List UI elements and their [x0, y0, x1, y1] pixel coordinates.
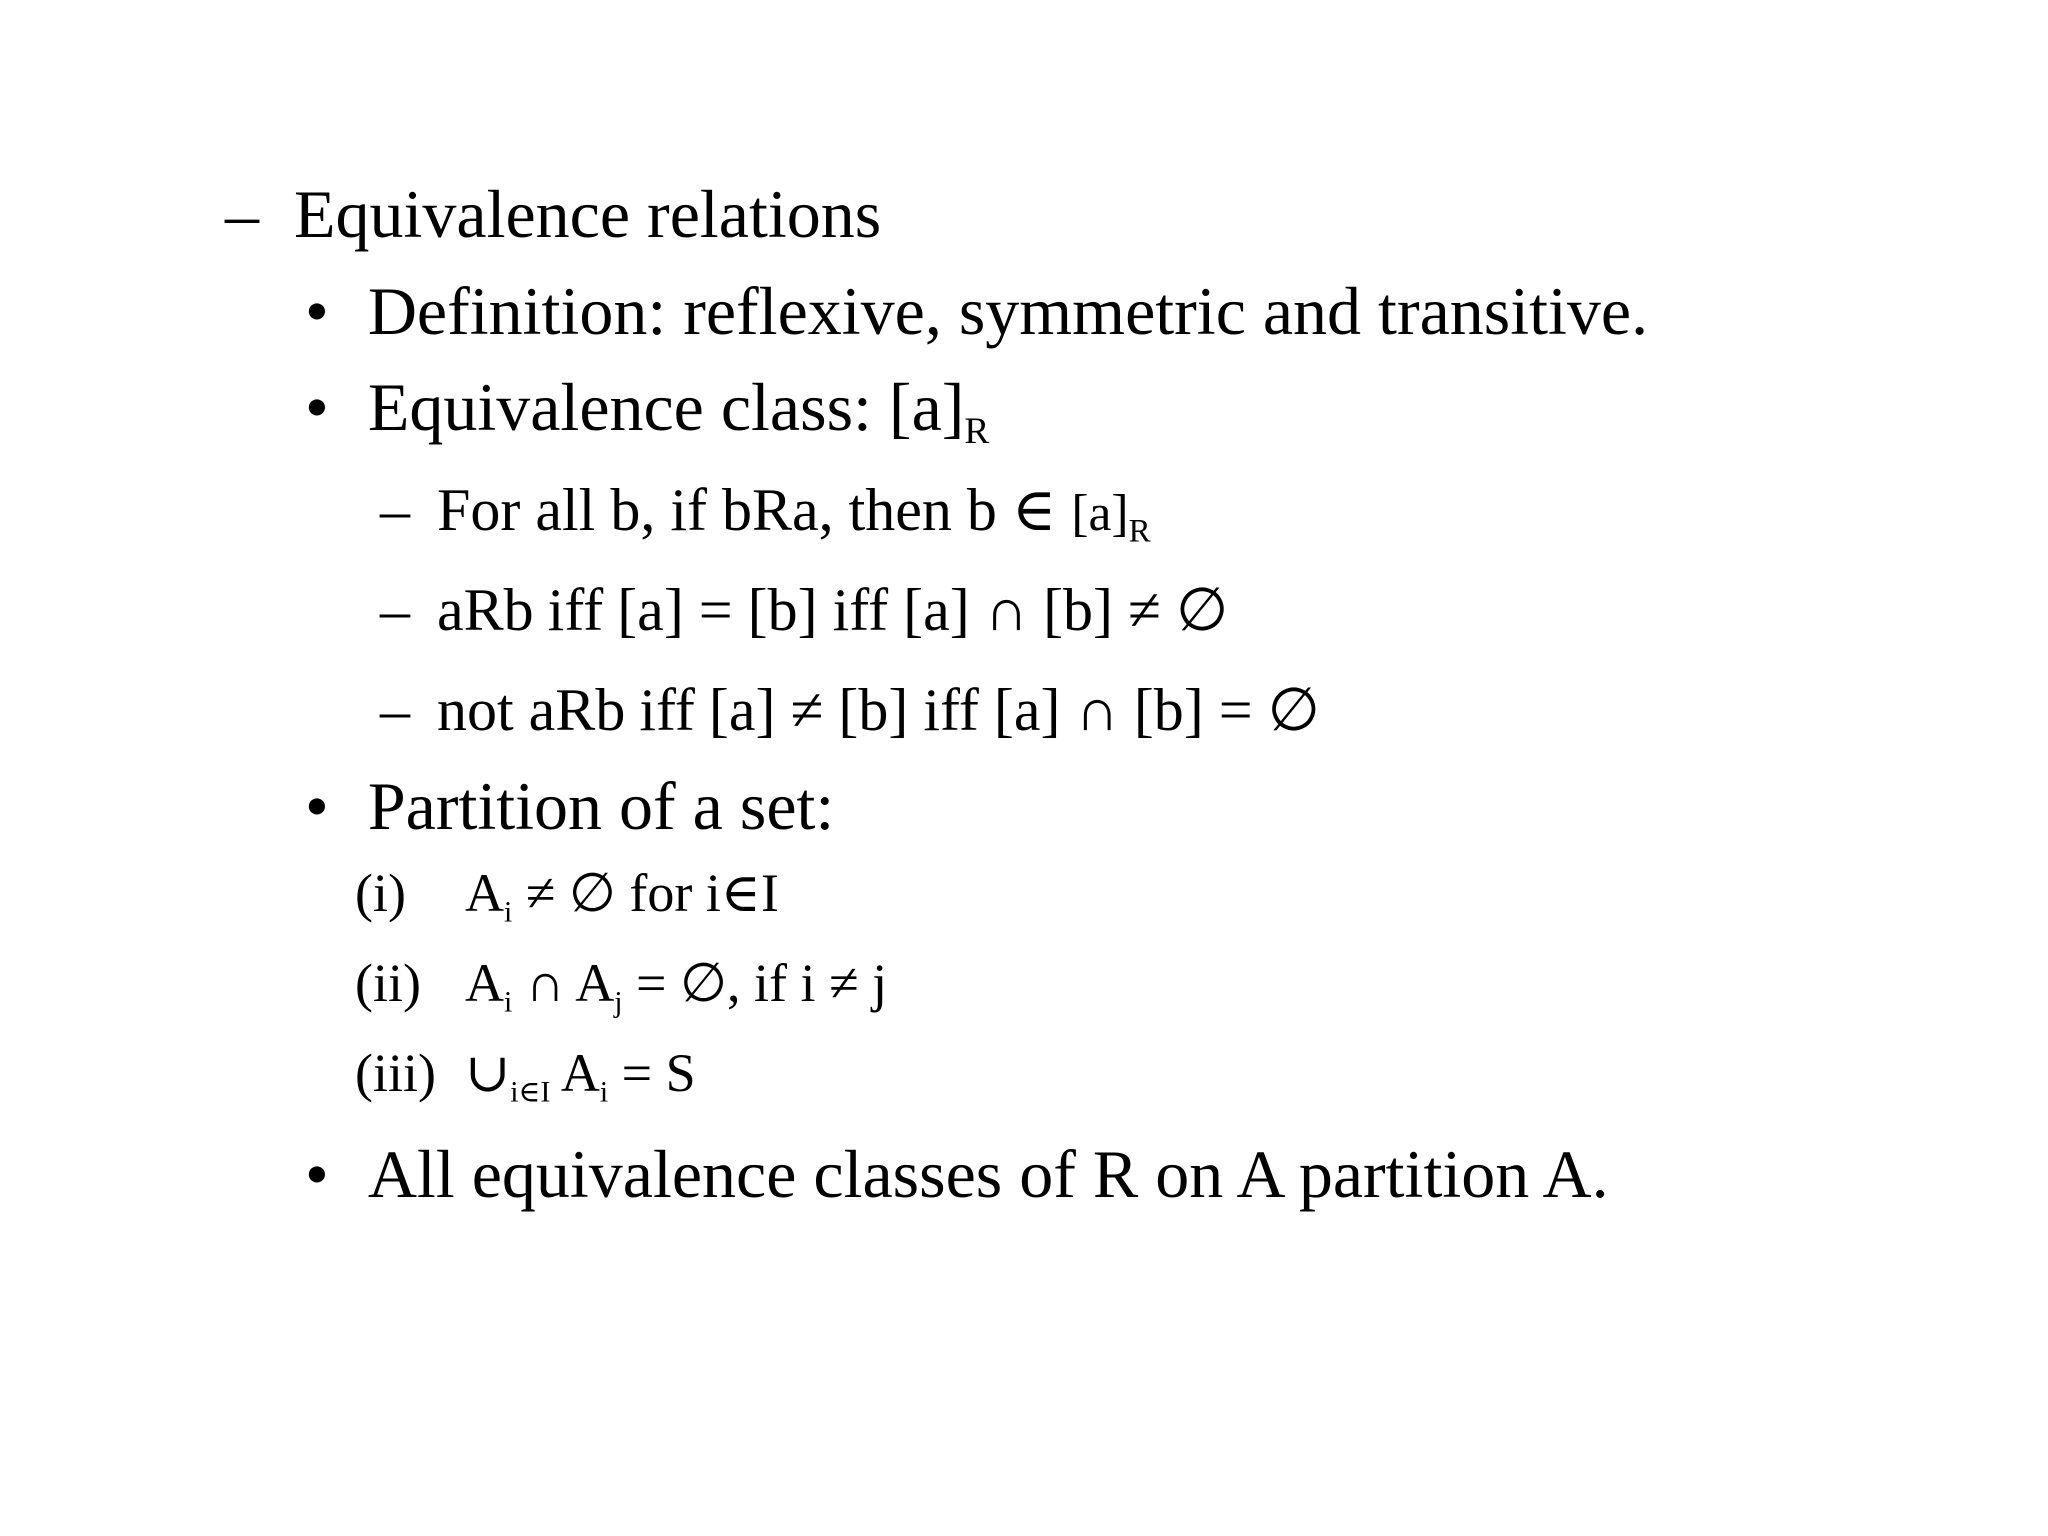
bullet-marker: • [305, 1136, 329, 1212]
condition-iii-part1: ∪ [465, 1043, 511, 1103]
condition-i-part1: A [465, 863, 504, 923]
condition-i-part2: ≠ ∅ for i∈I [512, 863, 779, 923]
eq-class-item-3-c: [a] ≠ [b] iff [a] ∩ [b] = ∅ [708, 677, 1320, 743]
partition-condition-iii [355, 1043, 696, 1109]
eq-class-item-3 [380, 677, 1320, 743]
eq-class-item-2-b: iff [547, 577, 604, 643]
bullet-marker: • [305, 273, 329, 349]
dash-marker: – [380, 577, 410, 643]
bullet-conclusion [305, 1136, 1609, 1212]
dash-marker: – [380, 677, 410, 743]
bullet-equivalence-class-text: Equivalence class: [a] [367, 369, 965, 445]
bullet-definition [305, 273, 1649, 349]
bullet-marker: • [305, 369, 329, 445]
bullet-partition-text: Partition of a set: [367, 768, 835, 844]
bullet-conclusion-text: All equivalence classes of R on A partition A. [367, 1136, 1609, 1212]
eq-class-item-1-text: For all b, if bRa, then b ∈ [437, 477, 1072, 543]
condition-label: (ii) [355, 953, 421, 1013]
subscript-r: R [964, 411, 990, 453]
subscript-i: i [504, 896, 513, 929]
partition-condition-ii [355, 953, 888, 1019]
partition-condition-i [355, 863, 779, 929]
bullet-partition [305, 768, 835, 844]
bullet-marker: • [305, 768, 329, 844]
dash-marker: – [225, 176, 259, 252]
condition-label: (iii) [355, 1043, 436, 1103]
eq-class-item-2-c: [a] = [b] iff [a] ∩ [b] ≠ ∅ [617, 577, 1229, 643]
subscript-r: R [1128, 513, 1151, 550]
condition-label: (i) [355, 863, 406, 923]
condition-iii-part3: = S [608, 1043, 696, 1103]
bullet-definition-text: Definition: reflexive, symmetric and transitive. [367, 273, 1649, 349]
eq-class-item-1 [380, 477, 1151, 550]
eq-class-item-2-a: aRb [437, 577, 534, 643]
eq-class-item-3-b: iff [639, 677, 695, 743]
condition-ii-part1: A [465, 953, 504, 1013]
eq-class-item-2 [380, 577, 1229, 643]
subscript-i: i [504, 986, 513, 1019]
subscript-i-in-i: i∈I [510, 1076, 551, 1109]
condition-iii-part2: A [550, 1043, 600, 1103]
bullet-equivalence-class [305, 369, 990, 453]
subscript-i: i [599, 1076, 609, 1109]
condition-ii-part3: = ∅, if i ≠ j [622, 953, 888, 1013]
dash-marker: – [380, 477, 410, 543]
subscript-j: j [614, 986, 623, 1019]
eq-class-item-1-tail: [a] [1071, 485, 1129, 542]
heading-equivalence-relations [225, 176, 882, 252]
heading-text: Equivalence relations [294, 176, 882, 252]
condition-ii-part2: ∩ A [512, 953, 615, 1013]
eq-class-item-3-a: not aRb [437, 677, 626, 743]
